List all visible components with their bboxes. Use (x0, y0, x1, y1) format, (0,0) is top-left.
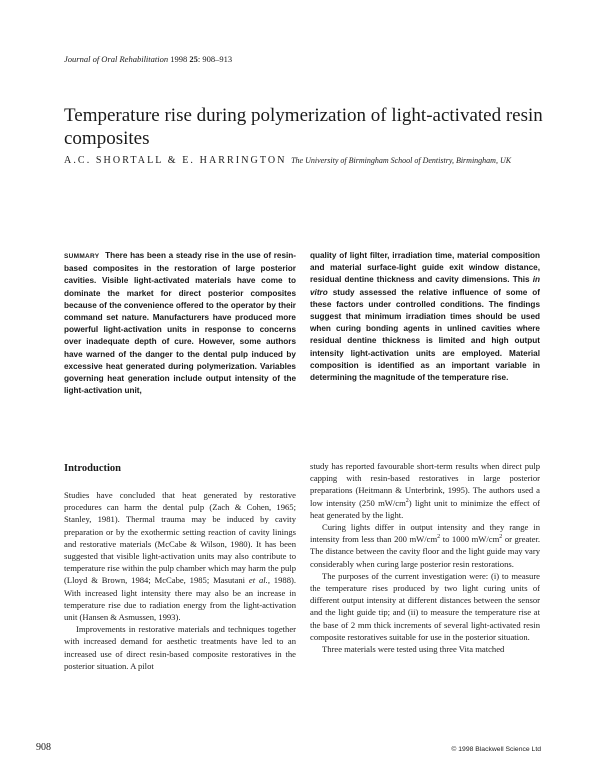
journal-volume: 25 (189, 54, 198, 64)
article-title: Temperature rise during polymerization of light-activated resin composites (64, 105, 543, 149)
summary-right-text-b: study assessed the relative influence of some of these factors under controlled conditions. The findings suggest that minimum irradiation times should be used when curing bonding agents in unlined cavities where residual dentine thickness is limited and high output intensity light-activation units are employed. Material composition is identified as an important variable in determining the magnitude of the temperature rise. (310, 287, 540, 383)
summary-left-text: There has been a steady rise in the use of resin-based composites in the restoration of large posterior cavities. Visible light-activated materials have come to dominate the market for direct posterior composites because of the convenience offered to the operator by their command set nature. Manufacturers have produced more powerful light-activation units in response to concerns over inadequate depth of cure. However, some authors have warned of the danger to the dental pulp induced by excessive heat generated during polymerization. Variables governing heat generation include output intensity of the light-activation unit, (64, 251, 297, 396)
summary-right-text-a: quality of light filter, irradiation time, material composition and material surface-light guide exit window distance, residual dentine thickness and cavity dimensions. This (310, 251, 540, 285)
intro-paragraph-2: Improvements in restorative materials and techniques together with increased demand for aesthetic treatments have led to an increased use of direct resin-based composite restoratives in the posterior situation. A pilot (64, 624, 296, 671)
summary-left-column (64, 250, 296, 397)
summary-label: SUMMARY (64, 253, 100, 260)
author-affiliation: The University of Birmingham School of Dentistry, Birmingham, UK (291, 156, 512, 165)
intro-paragraph-continued: study has reported favourable short-term results when direct pulp capping with resin-based restoratives in large posterior preparations (Heitmann & Unterbrink, 1995). The authors used a low intensity (250 $mW/cm^2$) light unit to minimize the effect of heat generated by the light. (310, 461, 540, 520)
body-right-column (310, 460, 540, 655)
journal-year: 1998 (170, 54, 188, 64)
intro-paragraph-5: Three materials were tested using three Vita matched (322, 644, 505, 655)
intro-paragraph-1: Studies have concluded that heat generated by restorative procedures can harm the dental pulp (Zach & Cohen, 1965; Stanley, 1981). Thermal trauma may be induced by cavity preparation or by the exothermic setting reaction of cavity linings and restorative materials (McCabe & Wilson, 1980). It has been suggested that visible light-activation units may also contribute to temperature rise within the pulp chamber which may harm the pulp (Lloyd & Brown, 1984; McCabe, 1985; Masutani et al., 1988). With increased light intensity there may also be an increase in temperature rise due to radiation energy from the light-activation unit (Hansen & Asmussen, 1993). (64, 490, 297, 623)
journal-citation (64, 54, 232, 64)
intro-paragraph-4: The purposes of the current investigation were: (i) to measure the temperature rises produced by two light curing units of different output intensity at different distances between the sensor and the light guide tip; and (ii) to measure the temperature rise at the base of 2 mm thick increments of several light-activated resin composite restoratives suitable for use in the posterior situation. (310, 570, 540, 642)
body-left-column (64, 462, 296, 672)
summary-right-italic: in vitro (310, 275, 540, 297)
intro-paragraph-3: Curing lights differ in output intensity and they range in intensity from less than 200 $mW/cm^2$ to 1000 $mW/cm^2$ or greater. The distance between the cavity floor and the light guide may vary considerably when curing large posterior resin restorations. (310, 522, 541, 569)
summary-right-column (310, 250, 540, 384)
page-number: 908 (36, 742, 51, 753)
introduction-heading: Introduction (64, 463, 121, 474)
author-names: A.C. SHORTALL & E. HARRINGTON (64, 155, 287, 166)
author-line (64, 155, 511, 166)
journal-name: Journal of Oral Rehabilitation (64, 54, 169, 64)
copyright-notice: © 1998 Blackwell Science Ltd (451, 746, 541, 753)
journal-pages: : 908–913 (197, 54, 233, 64)
